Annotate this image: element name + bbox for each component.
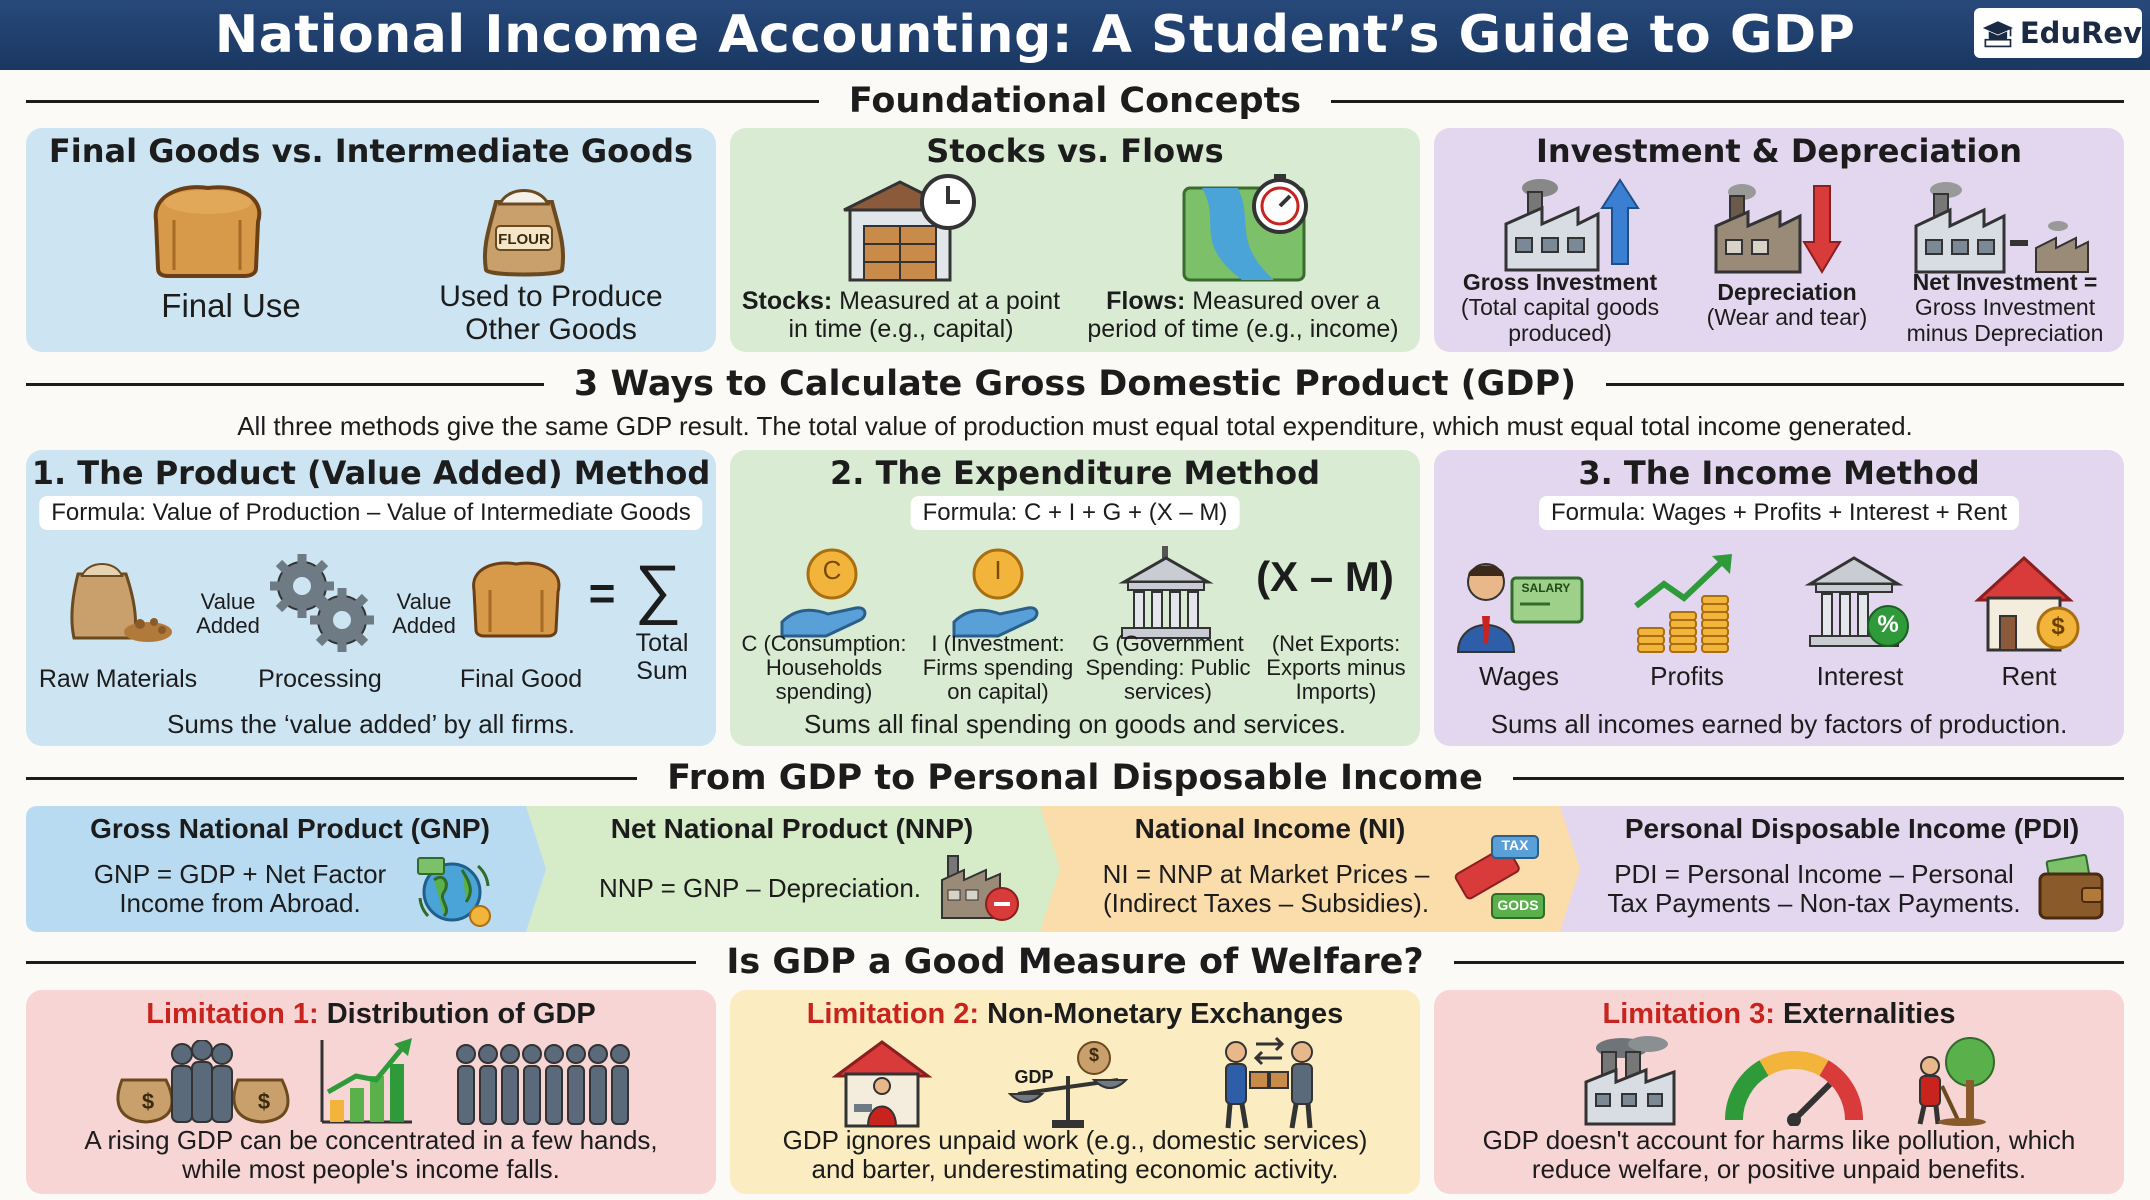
brand-name: EduRev [2019, 16, 2142, 50]
welfare-gauge-icon [1724, 1050, 1864, 1126]
goods-label: GODS [1497, 897, 1539, 913]
product-summary: Sums the ‘value added’ by all firms. [166, 709, 575, 739]
factory-down-arrow-icon [1712, 182, 1842, 276]
factory-up-arrow-icon [1502, 174, 1642, 274]
ni-text: NI = NNP at Market Prices – (Indirect Taxes – Subsidies). [1102, 859, 1430, 918]
panel-final-vs-intermediate [26, 128, 716, 352]
gdp-methods-intro: All three methods give the same GDP result. The total value of production must equal total expenditure, which must equal total income generated. [237, 411, 1913, 441]
panel-title: 1. The Product (Value Added) Method [31, 454, 711, 492]
wages-worker-salary-icon [1454, 554, 1584, 654]
sigma-symbol: ∑ [634, 551, 682, 625]
total-sum-label: Total Sum [635, 629, 689, 685]
panel-limitation-2 [730, 990, 1420, 1194]
government-label: G (Government Spending: Public services) [1085, 631, 1251, 705]
government-building-icon [1116, 544, 1216, 644]
panel-title: Stocks vs. Flows [926, 132, 1224, 170]
panel-product-method [26, 450, 716, 746]
consumption-label: C (Consumption: Households spending) [741, 631, 907, 705]
limitation-1-title: Limitation 1: Distribution of GDP [146, 998, 596, 1030]
panel-investment [1434, 128, 2124, 352]
interest-label: Interest [1816, 661, 1904, 691]
nnp-title: Net National Product (NNP) [610, 813, 974, 844]
salary-label: SALARY [1521, 581, 1571, 595]
gross-investment-label: Gross Investment (Total capital goods produced) [1460, 269, 1660, 346]
panel-stocks-flows [730, 128, 1420, 352]
tree-planting-icon [1908, 1036, 1998, 1126]
polluting-factory-icon [1582, 1036, 1682, 1126]
flour-sack-icon [474, 176, 574, 280]
income-summary: Sums all incomes earned by factors of production. [1490, 709, 2068, 739]
consumption-letter: C [822, 555, 842, 585]
final-good-bread-icon [466, 558, 566, 638]
gnp-text: GNP = GDP + Net Factor Income from Abroad. [93, 859, 387, 918]
scale-gdp-label: GDP [1014, 1067, 1054, 1087]
section-foundational [26, 81, 2124, 121]
factory-minus-small-icon [940, 852, 1020, 922]
raw-materials-icon [64, 554, 174, 644]
investment-letter: I [994, 555, 1002, 585]
investment-label: I (Investment: Firms spending on capital) [922, 631, 1074, 705]
value-added-label-2: Value Added [392, 589, 456, 639]
section-welfare-heading: Is GDP a Good Measure of Welfare? [726, 942, 1424, 982]
raw-materials-label: Raw Materials [38, 665, 198, 693]
income-formula: Formula: Wages + Profits + Interest + Rent [1539, 496, 2019, 530]
panel-income-method [1434, 450, 2124, 746]
tax-label: TAX [1501, 837, 1529, 853]
expenditure-summary: Sums all final spending on goods and services. [804, 709, 1346, 739]
domestic-work-house-icon [832, 1038, 932, 1130]
equals-sign: = [588, 567, 616, 619]
river-stopwatch-icon [1182, 172, 1310, 282]
panel-title: Final Goods vs. Intermediate Goods [48, 132, 694, 170]
scale-dollar: $ [1088, 1045, 1099, 1065]
final-good-label: Final Good [459, 665, 583, 693]
expenditure-formula: Formula: C + I + G + (X – M) [911, 496, 1240, 530]
section-foundational-heading: Foundational Concepts [848, 81, 1302, 121]
factory-minus-icon [1912, 178, 2092, 274]
section-disposable [26, 758, 2124, 798]
graduation-cap-icon [1982, 15, 2014, 51]
globe-money-icon [414, 852, 494, 928]
net-exports-label: (Net Exports: Exports minus Imports) [1266, 631, 1406, 705]
panel-title: Investment & Depreciation [1535, 132, 2023, 170]
growth-chart-icon [316, 1036, 416, 1126]
pdi-title: Personal Disposable Income (PDI) [1624, 813, 2080, 844]
money-bag-dollar-1: $ [141, 1089, 155, 1114]
warehouse-clock-icon [838, 172, 978, 282]
product-formula: Formula: Value of Production – Value of Intermediate Goods [39, 496, 702, 530]
panel-limitation-1 [26, 990, 716, 1194]
limitation-2-text: GDP ignores unpaid work (e.g., domestic services) and barter, underestimating economic activity. [782, 1125, 1368, 1184]
section-gdp-methods-heading: 3 Ways to Calculate Gross Domestic Product (GDP) [573, 364, 1577, 404]
net-exports-symbol: (X – M) [1256, 553, 1394, 600]
limitation-3-title: Limitation 3: Externalities [1602, 998, 1956, 1030]
section-welfare [26, 942, 2124, 982]
limitation-2-title: Limitation 2: Non-Monetary Exchanges [806, 998, 1344, 1030]
page-title: National Income Accounting: A Student’s Guide to GDP [214, 5, 1856, 65]
profits-label: Profits [1650, 661, 1724, 691]
panel-title: 2. The Expenditure Method [830, 454, 1320, 492]
rent-dollar: $ [2051, 613, 2065, 640]
header-bar [0, 0, 2150, 70]
wages-label: Wages [1479, 661, 1559, 691]
nnp-text: NNP = GNP – Depreciation. [598, 873, 922, 903]
barter-exchange-icon [1216, 1036, 1322, 1130]
intermediate-label: Used to Produce Other Goods [439, 280, 663, 346]
gears-icon [266, 552, 376, 652]
bread-icon [144, 180, 272, 278]
gnp-title: Gross National Product (GNP) [90, 813, 490, 844]
net-investment-label: Net Investment = Gross Investment minus Depreciation [1906, 269, 2104, 346]
flour-label: FLOUR [498, 231, 550, 248]
profits-coins-chart-icon [1632, 550, 1742, 654]
section-disposable-heading: From GDP to Personal Disposable Income [667, 758, 1483, 798]
processing-label: Processing [258, 665, 382, 693]
wallet-icon [2036, 852, 2108, 924]
depreciation-label: Depreciation (Wear and tear) [1706, 279, 1868, 331]
rent-label: Rent [2001, 661, 2057, 691]
pdi-text: PDI = Personal Income – Personal Tax Payments – Non-tax Payments. [1607, 859, 2021, 918]
ni-title: National Income (NI) [1134, 813, 1406, 844]
flows-text: Flows: Measured over a period of time (e.g., income) [1087, 287, 1399, 343]
final-use-label: Final Use [161, 287, 301, 324]
panel-limitation-3 [1434, 990, 2124, 1194]
panel-expenditure-method [730, 450, 1420, 746]
brand-logo[interactable] [1974, 8, 2142, 58]
money-bag-dollar-2: $ [257, 1089, 271, 1114]
interest-percent: % [1877, 611, 1899, 638]
crowd-people-icon [454, 1042, 634, 1126]
panel-title: 3. The Income Method [1578, 454, 1980, 492]
value-added-label-1: Value Added [196, 589, 260, 639]
limitation-3-text: GDP doesn't account for harms like pollution, which reduce welfare, or positive unpaid benefits. [1482, 1125, 2076, 1184]
section-gdp-methods [26, 364, 2124, 404]
limitation-1-text: A rising GDP can be concentrated in a few hands, while most people's income falls. [84, 1125, 658, 1184]
stocks-text: Stocks: Measured at a point in time (e.g., capital) [741, 287, 1061, 343]
